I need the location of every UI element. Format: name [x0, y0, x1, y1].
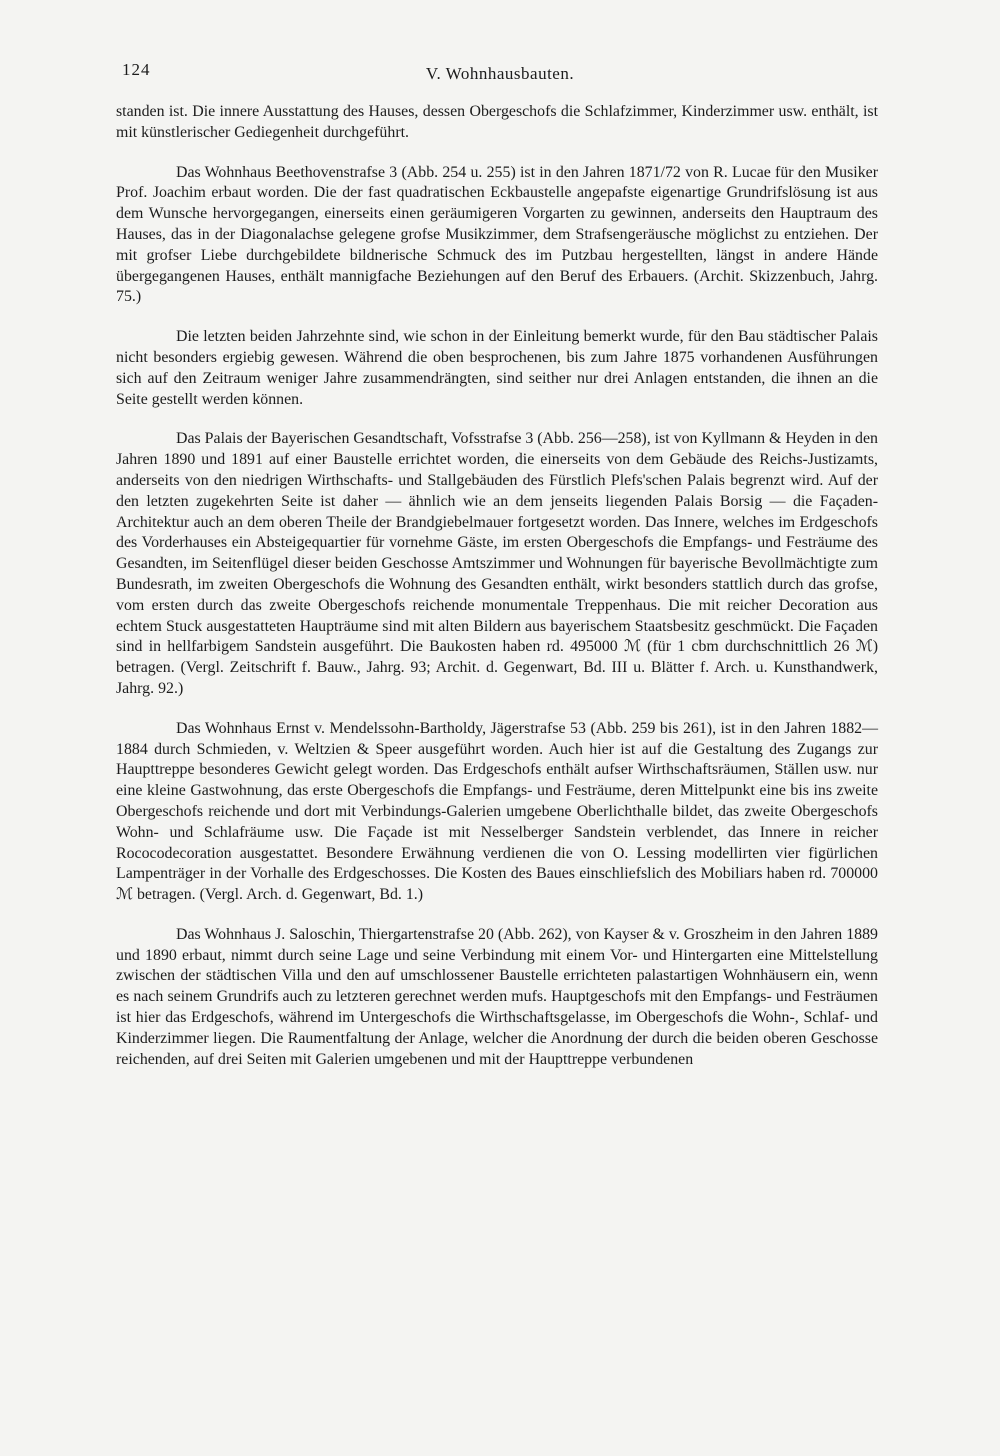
paragraph-bayerische-gesandtschaft: Das Palais der Bayerischen Gesandtschaft, Vofsstrafse 3 (Abb. 256—258), ist von Kyllmann & Heyden in den Jahren 1890 und 1891 auf einer Baustelle errichtet worden, die einerseits von dem Gebäude des Reichs-Justizamts, anderseits von den niedrigen Wirthschafts- und Stallgebäuden des Fürstlich Plefs'schen Palais begrenzt wird. Auf der den letzten zugekehrten Seite ist daher — ähnlich wie an dem jenseits liegenden Palais Borsig — die Façaden-Architektur auch an dem oberen Theile der Brandgiebelmauer fortgesetzt worden. Das Innere, welches im Erdgeschofs des Vorderhauses ein Absteigequartier für vornehme Gäste, im ersten Obergeschofs die Empfangs- und Festräume des Gesandten, im Seitenflügel dieser beiden Geschosse Amtszimmer und Wohnungen für bayerische Bevollmächtigte zum Bundesrath, im zweiten Obergeschofs die Wohnung des Gesandten enthält, wirkt besonders stattlich durch das grofse, vom ersten durch das zweite Obergeschofs reichende monumentale Treppenhaus. Die mit reicher Decoration aus echtem Stuck ausgestatteten Haupträume sind mit alten Bildern aus bayerischem Staatsbesitz geschmückt. Die Façaden sind in hellfarbigem Sandstein ausgeführt. Die Baukosten haben rd. 495000 ℳ (für 1 cbm durchschnittlich 26 ℳ) betragen. (Vergl. Zeitschrift f. Bauw., Jahrg. 93; Archit. d. Gegenwart, Bd. III u. Blätter f. Arch. u. Kunsthandwerk, Jahrg. 92.): [116, 430, 878, 697]
paragraph-beethovenstrasse: Das Wohnhaus Beethovenstrafse 3 (Abb. 254 u. 255) ist in den Jahren 1871/72 von R. Lucae für den Musiker Prof. Joachim erbaut worden. Die der fast quadratischen Eckbaustelle angepafste eigenartige Grundrifslösung ist aus dem Wunsche hervorgegangen, einerseits einen geräumigeren Vorgarten zu gewinnen, anderseits den Hauptraum des Hauses, das in der Diagonalachse gelegene grofse Musikzimmer, dem Strafsengeräusche möglichst zu entziehen. Der mit grofser Liebe durchgebildete bildnerische Schmuck des im Putzbau hergestellten, längst in andere Hände übergegangenen Hauses, enthält mannigfache Beziehungen auf den Beruf des Erbauers. (Archit. Skizzenbuch, Jahrg. 75.): [116, 163, 878, 306]
paragraph-continued: standen ist. Die innere Ausstattung des Hauses, dessen Obergeschofs die Schlafzimmer, Kinderzimmer usw. enthält, ist mit künstlerischer Gediegenheit durchgeführt.: [116, 103, 878, 141]
page-number: 124: [122, 60, 151, 79]
paragraph-letzten-jahrzehnte: Die letzten beiden Jahrzehnte sind, wie schon in der Einleitung bemerkt wurde, für den Bau städtischer Palais nicht besonders ergiebig gewesen. Während die oben besprochenen, bis zum Jahre 1875 vorhandenen Ausführungen sich auf den Zeitraum weniger Jahre zusammendrängten, sind seither nur drei Anlagen entstanden, die ihnen an die Seite gestellt werden können.: [116, 328, 878, 408]
paragraph-mendelssohn-bartholdy: Das Wohnhaus Ernst v. Mendelssohn-Bartholdy, Jägerstrafse 53 (Abb. 259 bis 261), ist in den Jahren 1882—1884 durch Schmieden, v. Weltzien & Speer ausgeführt worden. Auch hier ist auf die Gestaltung des Zugangs zur Haupttreppe besonderes Gewicht gelegt worden. Das Erdgeschofs enthält aufser Wirthschaftsräumen, Ställen usw. nur eine kleine Gastwohnung, das erste Obergeschofs die Empfangs- und Festräume, deren Mittelpunkt eine bis ins zweite Obergeschofs reichende und dort mit Verbindungs-Galerien umgebene Oberlichthalle bildet, das zweite Obergeschofs Wohn- und Schlafräume usw. Die Façade ist mit Nesselberger Sandstein verblendet, das Innere in reicher Rococodecoration ausgestattet. Besondere Erwähnung verdienen die von O. Lessing modellirten vier figürlichen Lampenträger in der Vorhalle des Erdgeschosses. Die Kosten des Baues einschliefslich des Mobiliars haben rd. 700000 ℳ betragen. (Vergl. Arch. d. Gegenwart, Bd. 1.): [116, 719, 878, 904]
paragraph-saloschin: Das Wohnhaus J. Saloschin, Thiergartenstrafse 20 (Abb. 262), von Kayser & v. Groszheim in den Jahren 1889 und 1890 erbaut, nimmt durch seine Lage und seine Verbindung mit einem Vor- und Hintergarten eine Mittelstellung zwischen der städtischen Villa und den auf umschlossener Baustelle errichteten palastartigen Wohnhäusern ein, wenn es nach seinem Grundrifs auch zu letzteren gerechnet werden mufs. Hauptgeschofs mit den Empfangs- und Festräumen ist hier das Erdgeschofs, während im Untergeschofs die Wirthschaftsgelasse, im Obergeschofs die Wohn-, Schlaf- und Kinderzimmer liegen. Die Raumentfaltung der Anlage, welcher die Anordnung der durch die beiden oberen Geschosse reichenden, auf drei Seiten mit Galerien umgebenen und mit der Haupttreppe verbundenen: [116, 925, 878, 1068]
running-head: V. Wohnhausbauten.: [425, 64, 575, 83]
body-text: [116, 102, 878, 1070]
